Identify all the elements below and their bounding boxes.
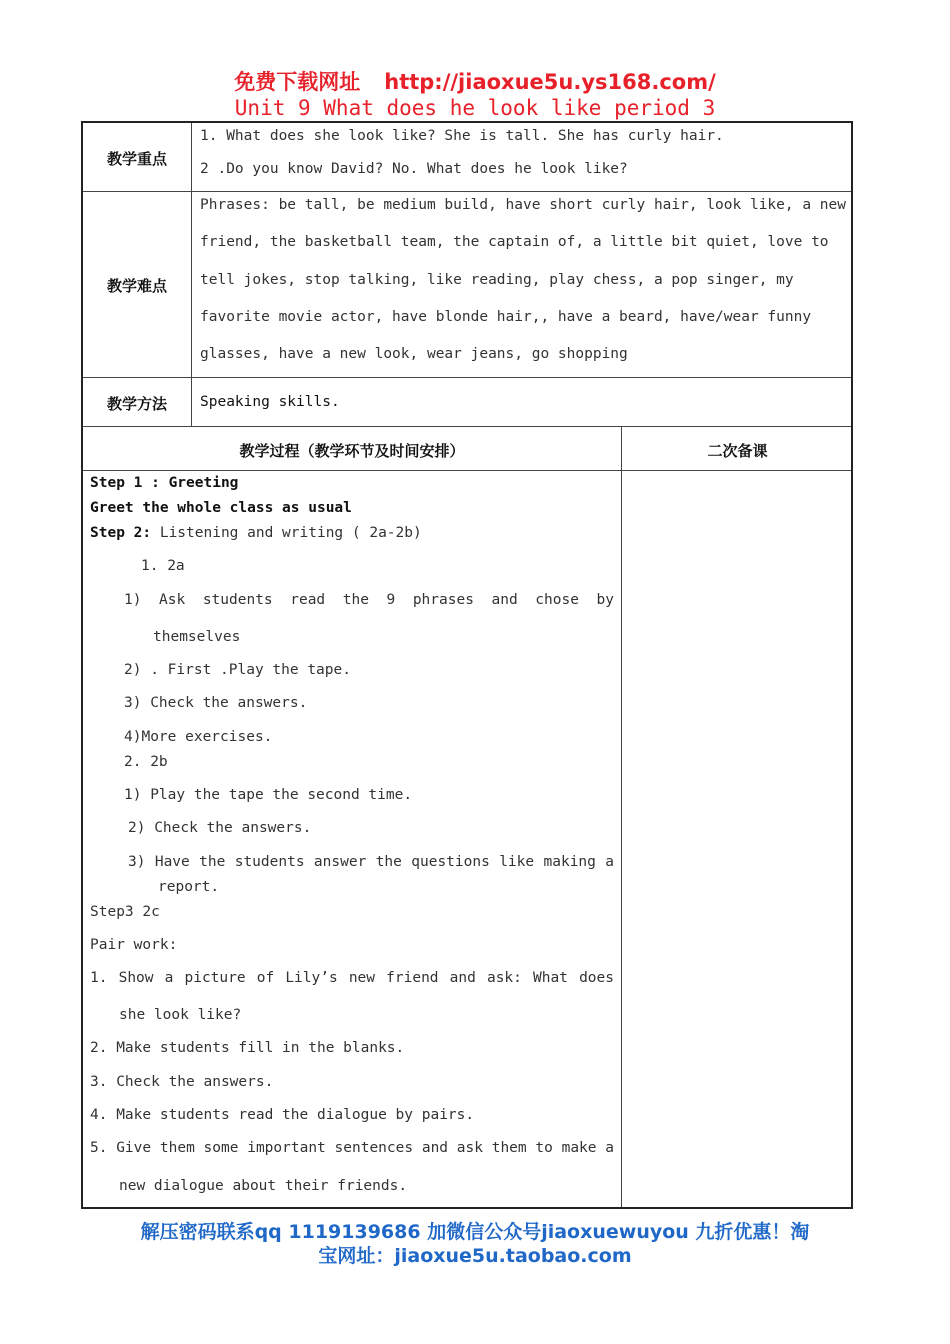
focus-line-1: 1. What does she look like? She is tall. She has curly hair. <box>200 128 724 144</box>
pair-work-label: Pair work: <box>90 937 178 953</box>
row-divider <box>83 191 851 192</box>
difficulty-line: tell jokes, stop talking, like reading, play chess, a pop singer, my <box>200 272 794 288</box>
step2-heading <box>90 525 422 541</box>
pair-work-item-4: 4. Make students read the dialogue by pairs. <box>90 1107 475 1123</box>
lesson-plan-table <box>81 121 853 1209</box>
step2-2a-sub-1-cont: themselves <box>153 629 241 645</box>
step2-2a-sub-4: 4)More exercises. <box>124 729 273 745</box>
difficulty-line: favorite movie actor, have blonde hair,, have a beard, have/wear funny <box>200 309 812 325</box>
step1-title: Step 1 : Greeting <box>90 475 239 491</box>
row-divider <box>83 377 851 378</box>
difficulty-label: 教学难点 <box>106 277 167 295</box>
download-link[interactable]: http://jiaoxue5u.ys168.com/ <box>384 70 716 94</box>
footer-shop-url[interactable]: 宝网址：jiaoxue5u.taobao.com <box>318 1245 632 1267</box>
step2-2a-sub-1: 1) Ask students read the 9 phrases and chose by <box>124 592 614 608</box>
step2-item-2a: 1. 2a <box>141 558 185 574</box>
step3-title: Step3 2c <box>90 904 160 920</box>
notes-header: 二次备课 <box>707 442 768 460</box>
download-url-header <box>0 66 950 96</box>
difficulty-line: friend, the basketball team, the captain of, a little bit quiet, love to <box>200 234 829 250</box>
download-label: 免费下载网址 <box>234 70 361 94</box>
step2-2a-sub-3: 3) Check the answers. <box>124 695 308 711</box>
step2-2b-sub-3-cont: report. <box>158 879 220 895</box>
step2-item-2b: 2. 2b <box>124 754 168 770</box>
pair-work-item-5-cont: new dialogue about their friends. <box>119 1178 408 1194</box>
column-divider <box>621 426 622 1207</box>
step2-rest: Listening and writing ( 2a-2b) <box>151 525 422 541</box>
column-divider <box>191 123 192 426</box>
difficulty-line: Phrases: be tall, be medium build, have short curly hair, look like, a new <box>200 197 847 213</box>
pair-work-item-1-cont: she look like? <box>119 1007 242 1023</box>
difficulty-line: glasses, have a new look, wear jeans, go shopping <box>200 346 628 362</box>
step2-2a-sub-2: 2) . First .Play the tape. <box>124 662 351 678</box>
row-divider <box>83 426 851 427</box>
pair-work-item-3: 3. Check the answers. <box>90 1074 274 1090</box>
pair-work-item-5: 5. Give them some important sentences and ask them to make a <box>90 1140 614 1156</box>
pair-work-item-1: 1. Show a picture of Lily’s new friend and ask: What does <box>90 970 614 986</box>
focus-line-2: 2 .Do you know David? No. What does he look like? <box>200 161 628 177</box>
step2-2b-sub-2: 2) Check the answers. <box>128 820 312 836</box>
footer-contact: 解压密码联系qq 1119139686 加微信公众号jiaoxuewuyou 九折优惠！淘 <box>140 1221 810 1243</box>
process-header: 教学过程（教学环节及时间安排） <box>239 442 465 460</box>
step2-2b-sub-3: 3) Have the students answer the questions like making a <box>128 854 614 870</box>
pair-work-item-2: 2. Make students fill in the blanks. <box>90 1040 405 1056</box>
step1-text: Greet the whole class as usual <box>90 500 352 516</box>
method-value: Speaking skills. <box>200 394 340 410</box>
step2-title: Step 2: <box>90 525 152 541</box>
document-title: Unit 9 What does he look like period 3 <box>234 96 716 120</box>
step2-2b-sub-1: 1) Play the tape the second time. <box>124 787 413 803</box>
method-label: 教学方法 <box>106 395 167 413</box>
focus-label: 教学重点 <box>106 150 167 168</box>
row-divider <box>83 470 851 471</box>
